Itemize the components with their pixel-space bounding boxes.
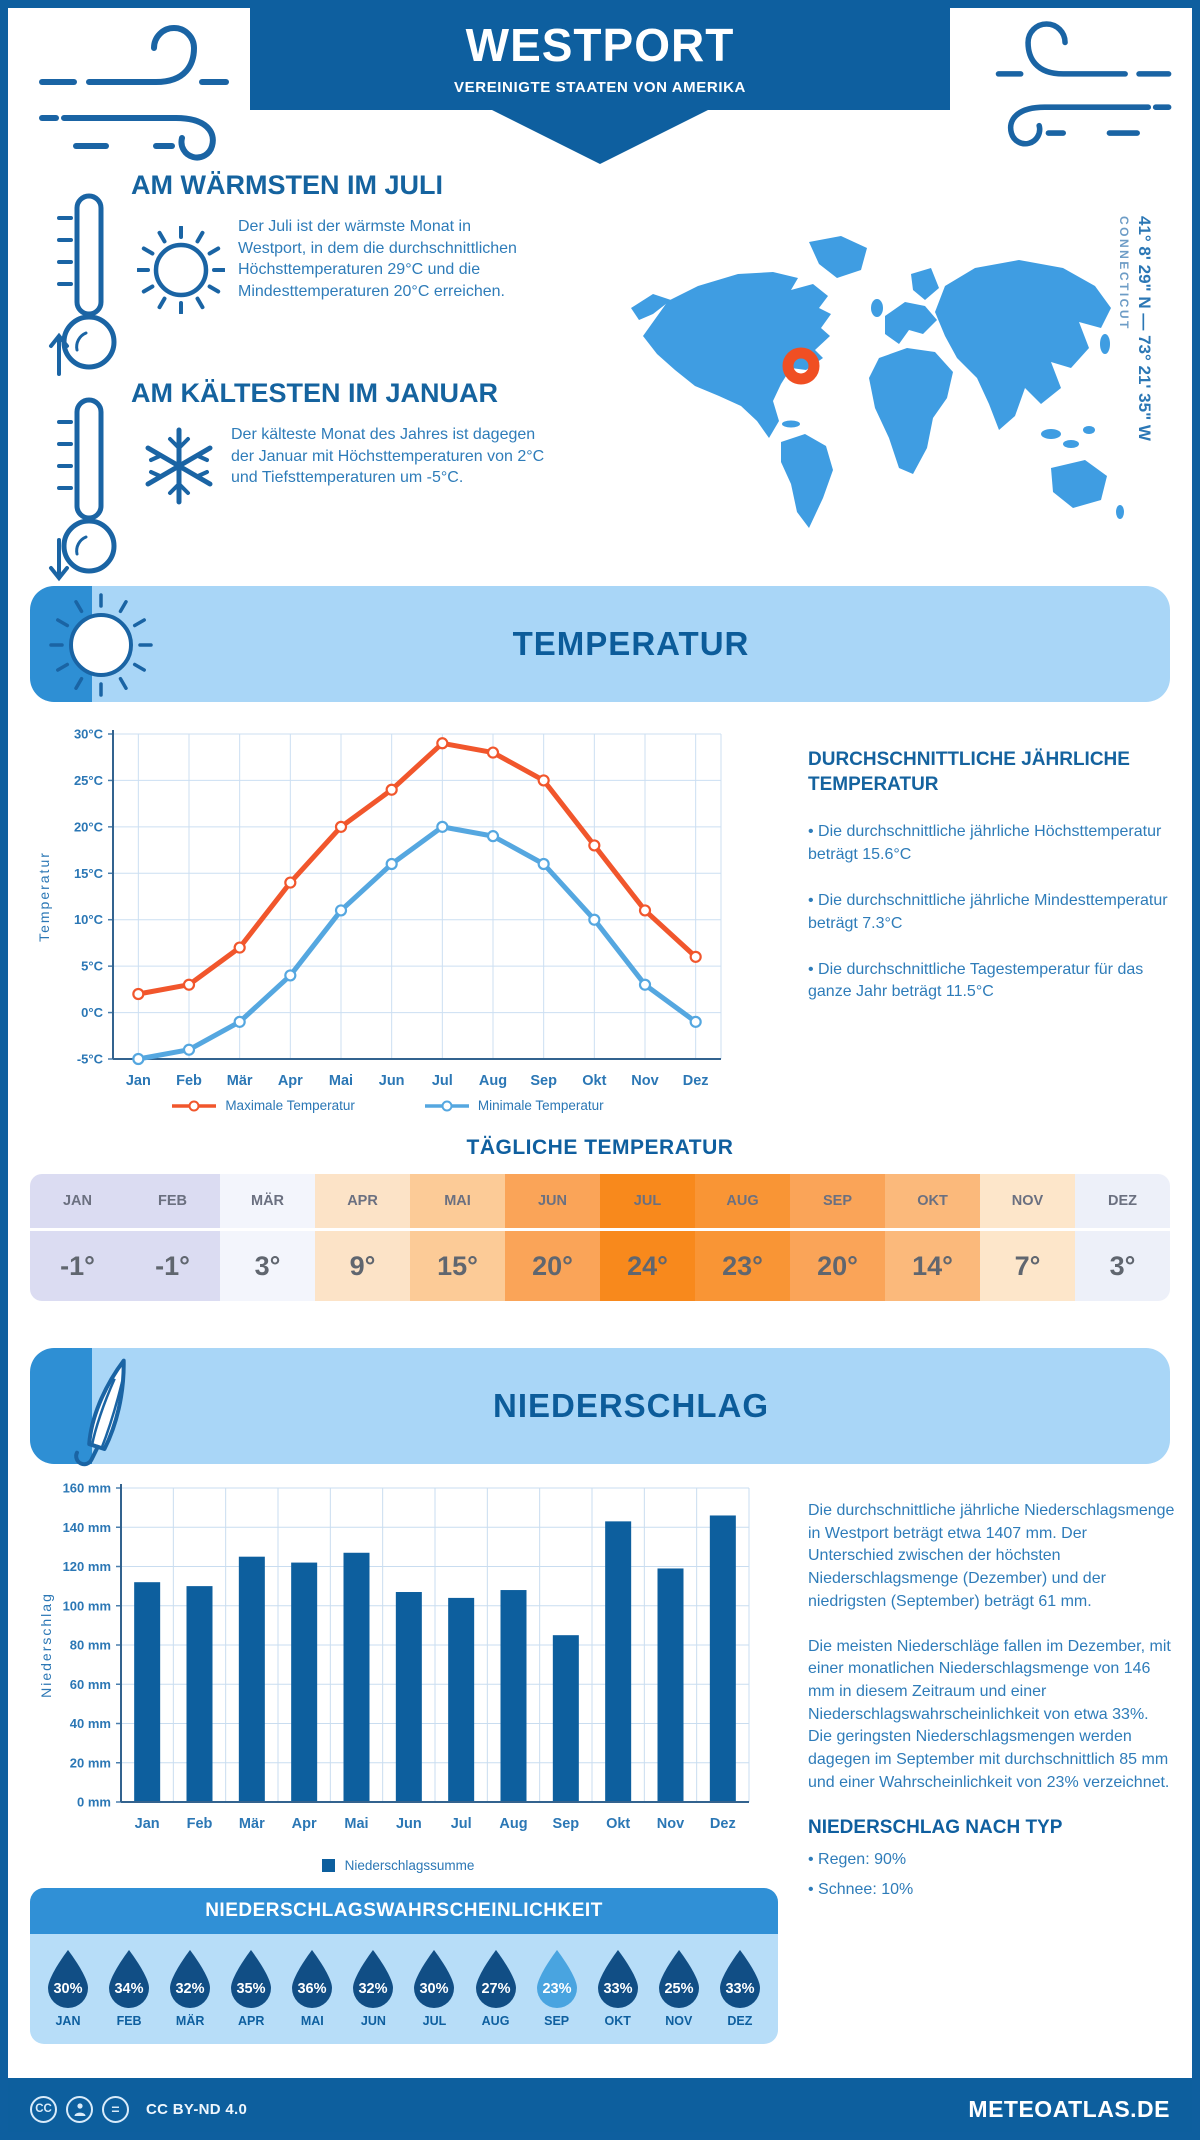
table-column xyxy=(1075,1174,1170,1301)
droplet-month: NOV xyxy=(665,2014,693,2028)
svg-text:0°C: 0°C xyxy=(81,1005,103,1021)
droplet-icon xyxy=(350,1948,396,2008)
svg-text:Mai: Mai xyxy=(328,1073,354,1089)
banner-pointer xyxy=(492,110,708,164)
svg-text:30°C: 30°C xyxy=(73,726,103,742)
legend-square xyxy=(322,1859,335,1872)
droplet-month: APR xyxy=(238,2014,265,2028)
droplet-item xyxy=(529,1948,585,2028)
droplet-item xyxy=(162,1948,218,2028)
legend-item xyxy=(172,1098,355,1113)
droplet-icon xyxy=(106,1948,152,2008)
svg-text:25%: 25% xyxy=(664,1981,694,1997)
droplet-month: DEZ xyxy=(727,2014,753,2028)
svg-text:Sep: Sep xyxy=(530,1073,557,1089)
svg-text:20°C: 20°C xyxy=(73,819,103,835)
precipitation-probability-panel xyxy=(30,1888,778,2044)
svg-text:100 mm: 100 mm xyxy=(62,1598,111,1614)
table-column xyxy=(980,1174,1075,1301)
droplet-month: MAI xyxy=(300,2014,324,2028)
geo-labels xyxy=(1117,216,1154,516)
precipitation-type-title: NIEDERSCHLAG NACH TYP xyxy=(808,1816,1063,1838)
coordinates-label: 41° 8' 29" N — 73° 21' 35" W xyxy=(1135,216,1154,441)
temperature-band-title: TEMPERATUR xyxy=(512,625,750,662)
table-month-cell: APR xyxy=(315,1174,410,1231)
droplet-icon xyxy=(595,1948,641,2008)
droplet-item xyxy=(712,1948,768,2028)
temperature-section-band xyxy=(30,586,1170,702)
annual-bullet: • Die durchschnittliche jährliche Mindesttemperatur beträgt 7.3°C xyxy=(808,892,1168,932)
region-label: CONNECTICUT xyxy=(1117,216,1131,331)
footer-bar xyxy=(0,2078,1200,2140)
table-value-cell: 9° xyxy=(349,1251,376,1281)
table-month-cell: DEZ xyxy=(1075,1174,1170,1231)
droplet-month: FEB xyxy=(116,2014,142,2028)
precipitation-paragraph: Die meisten Niederschläge fallen im Dezember, mit einer monatlichen Niederschlagsmenge von 146 mm in diesem Zeitraum und einer Niederschlagswahrscheinlichkeit von etwa 33%. Die geringsten Niederschlagsmengen werden dagegen im September mit durchschnittlich 85 mm und einer Wahrscheinlichkeit von 23% verzeichnet. xyxy=(808,1637,1171,1791)
svg-text:Apr: Apr xyxy=(291,1816,317,1832)
wind-icon xyxy=(980,12,1176,163)
table-column xyxy=(885,1174,980,1301)
droplet-item xyxy=(40,1948,96,2028)
table-value-cell: -1° xyxy=(155,1251,190,1281)
svg-text:10°C: 10°C xyxy=(73,912,103,928)
temperature-line-chart xyxy=(33,720,743,1105)
svg-text:Aug: Aug xyxy=(499,1816,528,1832)
thermometer-down-icon xyxy=(47,392,125,582)
svg-text:32%: 32% xyxy=(358,1981,388,1997)
page-subtitle: VEREINIGTE STAATEN VON AMERIKA xyxy=(454,79,746,96)
svg-text:0 mm: 0 mm xyxy=(77,1794,111,1810)
droplet-icon xyxy=(411,1948,457,2008)
droplet-item xyxy=(345,1948,401,2028)
table-value-cell: 20° xyxy=(817,1251,858,1281)
thermometer-up-icon xyxy=(47,188,125,378)
precipitation-paragraph: Die durchschnittliche jährliche Niederschlagsmenge in Westport beträgt etwa 1407 mm. Der Unterschied zwischen der höchsten Niederschlagsmenge (Dezember) und der niedrigsten (September) beträgt 61 mm. xyxy=(808,1502,1175,1610)
svg-text:Dez: Dez xyxy=(682,1073,709,1089)
table-month-cell: JUN xyxy=(505,1174,600,1231)
svg-text:Apr: Apr xyxy=(277,1073,303,1089)
table-column xyxy=(30,1174,125,1301)
svg-text:Feb: Feb xyxy=(186,1816,213,1832)
droplet-icon xyxy=(534,1948,580,2008)
table-column xyxy=(410,1174,505,1301)
droplet-item xyxy=(101,1948,157,2028)
droplet-month: MÄR xyxy=(175,2014,205,2028)
table-value-cell: 3° xyxy=(1109,1251,1136,1281)
sun-icon xyxy=(137,226,225,314)
table-column xyxy=(790,1174,885,1301)
svg-text:Mär: Mär xyxy=(226,1073,253,1089)
snowflake-icon xyxy=(137,424,221,508)
table-value-cell: 3° xyxy=(254,1251,281,1281)
svg-text:35%: 35% xyxy=(236,1981,266,1997)
precipitation-chart-legend xyxy=(33,1858,763,1873)
annual-temperature-block xyxy=(808,748,1173,1004)
svg-text:36%: 36% xyxy=(297,1981,327,1997)
equals-icon: = xyxy=(102,2096,129,2123)
precipitation-band-title: NIEDERSCHLAG xyxy=(492,1387,770,1424)
droplet-month: AUG xyxy=(481,2014,510,2028)
droplet-item xyxy=(223,1948,279,2028)
page-title: WESTPORT xyxy=(465,19,735,71)
svg-text:60 mm: 60 mm xyxy=(69,1676,111,1692)
svg-text:23%: 23% xyxy=(542,1981,572,1997)
legend-item xyxy=(425,1098,604,1113)
type-bullet: • Schnee: 10% xyxy=(808,1880,914,1898)
table-month-cell: AUG xyxy=(695,1174,790,1231)
license-label: CC BY-ND 4.0 xyxy=(146,2100,248,2118)
svg-text:160 mm: 160 mm xyxy=(62,1480,111,1496)
precipitation-section-band xyxy=(30,1348,1170,1464)
table-value-cell: 14° xyxy=(912,1251,953,1281)
table-month-cell: OKT xyxy=(885,1174,980,1231)
droplet-icon xyxy=(228,1948,274,2008)
sun-band-icon xyxy=(48,592,154,698)
droplet-item xyxy=(590,1948,646,2028)
svg-text:Jun: Jun xyxy=(395,1816,422,1832)
table-column xyxy=(125,1174,220,1301)
table-month-cell: SEP xyxy=(790,1174,885,1231)
svg-text:Nov: Nov xyxy=(631,1073,659,1089)
svg-text:Jan: Jan xyxy=(125,1073,151,1089)
droplet-icon xyxy=(656,1948,702,2008)
svg-text:15°C: 15°C xyxy=(73,865,103,881)
svg-text:Jan: Jan xyxy=(134,1816,160,1832)
probability-title: NIEDERSCHLAGSWAHRSCHEINLICHKEIT xyxy=(30,1888,778,1934)
svg-text:140 mm: 140 mm xyxy=(62,1519,111,1535)
svg-text:Niederschlag: Niederschlag xyxy=(38,1592,54,1698)
svg-text:Feb: Feb xyxy=(176,1073,202,1089)
table-value-cell: 15° xyxy=(437,1251,478,1281)
table-column xyxy=(695,1174,790,1301)
table-month-cell: FEB xyxy=(125,1174,220,1231)
svg-text:Nov: Nov xyxy=(656,1816,685,1832)
legend-label: Minimale Temperatur xyxy=(477,1098,604,1113)
svg-text:Dez: Dez xyxy=(709,1816,736,1832)
svg-text:27%: 27% xyxy=(481,1981,511,1997)
site-name: METEOATLAS.DE xyxy=(968,2095,1170,2122)
annual-bullet: • Die durchschnittliche Tagestemperatur für das ganze Jahr beträgt 11.5°C xyxy=(808,960,1144,1001)
droplet-month: OKT xyxy=(604,2014,631,2028)
world-map xyxy=(623,216,1128,561)
table-value-cell: 24° xyxy=(627,1251,668,1281)
droplet-item xyxy=(406,1948,462,2028)
svg-text:Mär: Mär xyxy=(238,1816,265,1832)
svg-text:32%: 32% xyxy=(175,1981,205,1997)
probability-droplets xyxy=(30,1934,778,2044)
droplet-month: SEP xyxy=(544,2014,570,2028)
svg-text:33%: 33% xyxy=(725,1981,755,1997)
svg-text:Aug: Aug xyxy=(478,1073,508,1089)
wind-icon xyxy=(34,18,246,175)
svg-text:25°C: 25°C xyxy=(73,772,103,788)
table-value-cell: 7° xyxy=(1014,1251,1041,1281)
svg-text:Jul: Jul xyxy=(431,1073,453,1089)
droplet-month: JAN xyxy=(55,2014,81,2028)
warmest-title: AM WÄRMSTEN IM JULI xyxy=(131,170,443,200)
svg-text:-5°C: -5°C xyxy=(76,1051,103,1067)
svg-text:30%: 30% xyxy=(53,1981,83,1997)
coldest-title: AM KÄLTESTEN IM JANUAR xyxy=(131,378,498,408)
svg-text:20 mm: 20 mm xyxy=(69,1755,111,1771)
table-month-cell: NOV xyxy=(980,1174,1075,1231)
svg-text:Mai: Mai xyxy=(344,1816,369,1832)
table-month-cell: JAN xyxy=(30,1174,125,1231)
svg-text:34%: 34% xyxy=(114,1981,144,1997)
droplet-icon xyxy=(473,1948,519,2008)
droplet-month: JUN xyxy=(360,2014,386,2028)
annual-temperature-bullets xyxy=(808,821,1173,1003)
table-column xyxy=(600,1174,695,1301)
droplet-icon xyxy=(289,1948,335,2008)
temperature-chart-legend xyxy=(33,1098,743,1113)
warmest-text: Der Juli ist der wärmste Monat in Westport, in dem die durchschnittlichen Höchsttemperaturen 29°C und die Mindesttemperaturen 20°C erreichen. xyxy=(238,218,517,300)
svg-text:30%: 30% xyxy=(419,1981,449,1997)
svg-text:Okt: Okt xyxy=(606,1816,631,1832)
droplet-month: JUL xyxy=(422,2014,447,2028)
table-column xyxy=(505,1174,600,1301)
droplet-icon xyxy=(167,1948,213,2008)
table-month-cell: MÄR xyxy=(220,1174,315,1231)
table-column xyxy=(220,1174,315,1301)
title-banner xyxy=(250,8,950,164)
table-value-cell: 20° xyxy=(532,1251,573,1281)
person-icon xyxy=(66,2096,93,2123)
precipitation-text-block xyxy=(808,1500,1176,1899)
warmest-month-block xyxy=(33,170,643,375)
daily-temperature-table xyxy=(30,1174,1170,1301)
legend-label: Maximale Temperatur xyxy=(225,1098,355,1113)
droplet-item xyxy=(651,1948,707,2028)
droplet-icon xyxy=(45,1948,91,2008)
table-column xyxy=(315,1174,410,1301)
droplet-item xyxy=(284,1948,340,2028)
umbrella-icon xyxy=(52,1352,162,1472)
table-value-cell: -1° xyxy=(60,1251,95,1281)
droplet-item xyxy=(468,1948,524,2028)
cc-icon: CC xyxy=(30,2096,57,2123)
svg-text:Jul: Jul xyxy=(450,1816,472,1832)
legend-item: Niederschlagssumme xyxy=(344,1858,475,1873)
annual-bullet: • Die durchschnittliche jährliche Höchsttemperatur beträgt 15.6°C xyxy=(808,823,1162,863)
coldest-month-block xyxy=(33,378,643,578)
svg-text:Sep: Sep xyxy=(552,1816,580,1832)
svg-text:120 mm: 120 mm xyxy=(62,1559,111,1574)
droplet-icon xyxy=(717,1948,763,2008)
table-month-cell: JUL xyxy=(600,1174,695,1231)
precipitation-bar-chart xyxy=(33,1478,763,1850)
precipitation-type-bullets xyxy=(808,1851,1176,1899)
svg-text:Okt: Okt xyxy=(582,1073,607,1089)
svg-text:5°C: 5°C xyxy=(81,958,103,974)
svg-text:80 mm: 80 mm xyxy=(69,1637,111,1653)
svg-text:Temperatur: Temperatur xyxy=(36,851,52,942)
svg-text:33%: 33% xyxy=(603,1981,633,1997)
svg-text:Jun: Jun xyxy=(378,1073,405,1089)
svg-text:40 mm: 40 mm xyxy=(69,1716,111,1731)
table-month-cell: MAI xyxy=(410,1174,505,1231)
table-value-cell: 23° xyxy=(722,1251,763,1281)
coldest-text: Der kälteste Monat des Jahres ist dagegen der Januar mit Höchsttemperaturen von 2°C und Tiefsttemperaturen um -5°C. xyxy=(231,426,545,487)
annual-temperature-title: DURCHSCHNITTLICHE JÄHRLICHE TEMPERATUR xyxy=(808,749,1130,795)
daily-temperature-title: TÄGLICHE TEMPERATUR xyxy=(466,1136,734,1159)
type-bullet: • Regen: 90% xyxy=(808,1850,907,1868)
